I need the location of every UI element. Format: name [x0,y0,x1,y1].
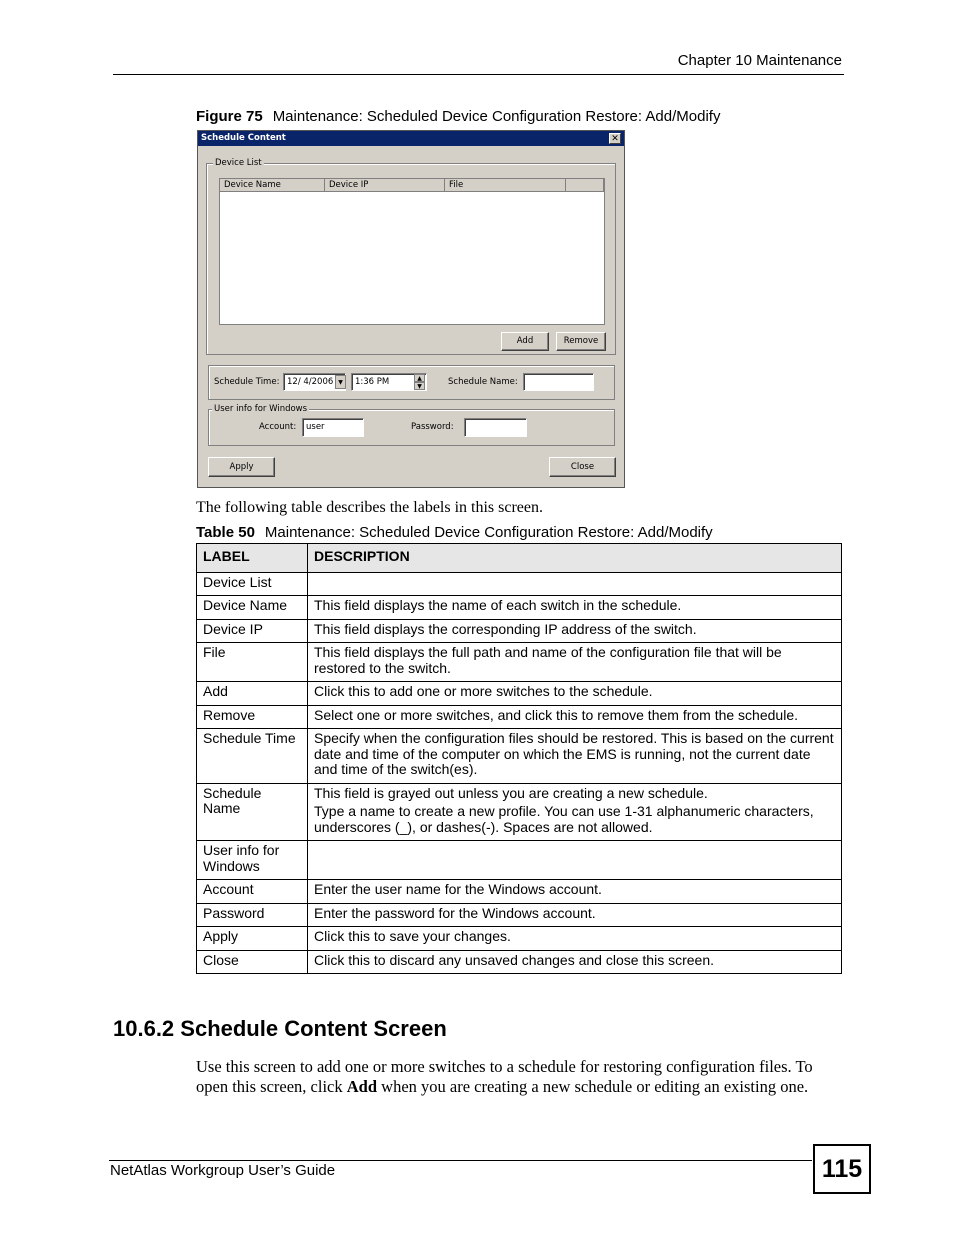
table-row [197,682,842,706]
row-description: Click this to add one or more switches to the schedule. [308,682,842,706]
section-title: 10.6.2 Schedule Content Screen [113,1016,447,1041]
schedule-name-input[interactable] [523,373,594,391]
row-description: Select one or more switches, and click this to remove them from the schedule. [308,705,842,729]
table-row [197,643,842,682]
row-label: Apply [197,927,308,951]
table-caption-text: Maintenance: Scheduled Device Configuration Restore: Add/Modify [264,524,713,541]
row-label: Device Name [197,596,308,620]
header-description: DESCRIPTION [308,544,842,573]
row-label: Schedule Name [197,783,308,841]
remove-button[interactable]: Remove [556,332,606,351]
chevron-down-icon[interactable]: ▼ [335,375,346,389]
row-description: Click this to discard any unsaved changes and close this screen. [308,950,842,974]
row-description: This field displays the corresponding IP address of the switch. [308,619,842,643]
schedule-name-label: Schedule Name: [448,377,518,387]
row-description: Click this to save your changes. [308,927,842,951]
row-description: Enter the password for the Windows account. [308,903,842,927]
row-label: File [197,643,308,682]
page-number: 115 [813,1144,871,1194]
figure-number: Figure 75 [196,108,263,125]
column-file[interactable]: File [445,179,566,192]
row-label: Password [197,903,308,927]
apply-button[interactable]: Apply [208,457,275,477]
row-label: User info for Windows [197,841,308,880]
close-button[interactable]: Close [549,457,616,477]
close-icon[interactable]: ✕ [609,133,621,144]
password-label: Password: [411,422,454,432]
figure-caption-text: Maintenance: Scheduled Device Configuration Restore: Add/Modify [272,108,721,125]
row-description: Enter the user name for the Windows account. [308,880,842,904]
row-description: This field displays the full path and name of the configuration file that will be restored to the switch. [308,643,842,682]
table-header-row [197,544,842,573]
schedule-date-value: 12/ 4/2006 [287,377,334,387]
dialog-title-bar [198,131,624,146]
label-description-table [196,543,842,974]
row-label: Device List [197,572,308,596]
account-input[interactable] [302,418,364,437]
schedule-time-label: Schedule Time: [214,377,280,387]
table-row [197,950,842,974]
spin-down-icon[interactable]: ▼ [414,382,425,390]
row-description: This field is grayed out unless you are creating a new schedule. [314,784,708,801]
table-row [197,783,842,841]
table-row [197,705,842,729]
table-row [197,729,842,784]
row-label: Account [197,880,308,904]
table-row [197,903,842,927]
section-body [196,1057,846,1097]
device-list-legend: Device List [215,158,262,168]
section-body-end: when you are creating a new schedule or editing an existing one. [377,1077,809,1096]
account-value: user [306,422,325,432]
row-description-extra: Type a name to create a new profile. You can use 1-31 alphanumeric characters, underscores (_), or dashes(-). Spaces are not allowed. [314,803,814,835]
chapter-header: Chapter 10 Maintenance [677,52,842,69]
figure-caption [196,108,720,125]
spin-up-icon[interactable]: ▲ [414,374,425,382]
user-info-legend: User info for Windows [214,404,308,414]
row-description [308,572,842,596]
row-label: Add [197,682,308,706]
row-description [308,841,842,880]
section-body-start: Use this screen to add one or more switches to a schedule for restoring configuration files. To open this screen, click [196,1057,813,1096]
add-button[interactable]: Add [501,332,549,351]
section-body-add: Add [346,1077,378,1096]
row-label: Close [197,950,308,974]
schedule-content-dialog [197,130,625,488]
account-label: Account: [259,422,297,432]
header-label: LABEL [197,544,308,573]
dialog-title: Schedule Content [201,133,286,143]
row-description: Specify when the configuration files should be restored. This is based on the current date and time of the computer on which the EMS is running, not the current date and time of the switch(es). [308,729,842,784]
footer-guide-title: NetAtlas Workgroup User’s Guide [110,1162,336,1179]
device-list-table[interactable] [219,178,605,325]
header-rule [113,74,844,75]
table-row [197,927,842,951]
table-row [197,841,842,880]
intro-text: The following table describes the labels in this screen. [196,499,544,516]
row-description-cell [308,783,842,841]
column-extra[interactable] [566,179,604,192]
table-row [197,880,842,904]
schedule-time-value: 1:36 PM [355,377,390,387]
column-device-ip[interactable]: Device IP [325,179,445,192]
row-label: Schedule Time [197,729,308,784]
table-row [197,619,842,643]
column-device-name[interactable]: Device Name [220,179,325,192]
table-row [197,572,842,596]
row-label: Device IP [197,619,308,643]
row-label: Remove [197,705,308,729]
table-caption [196,524,713,541]
footer-rule [109,1160,812,1161]
password-input[interactable] [464,418,527,437]
table-row [197,596,842,620]
row-description: This field displays the name of each switch in the schedule. [308,596,842,620]
table-number: Table 50 [196,524,255,541]
